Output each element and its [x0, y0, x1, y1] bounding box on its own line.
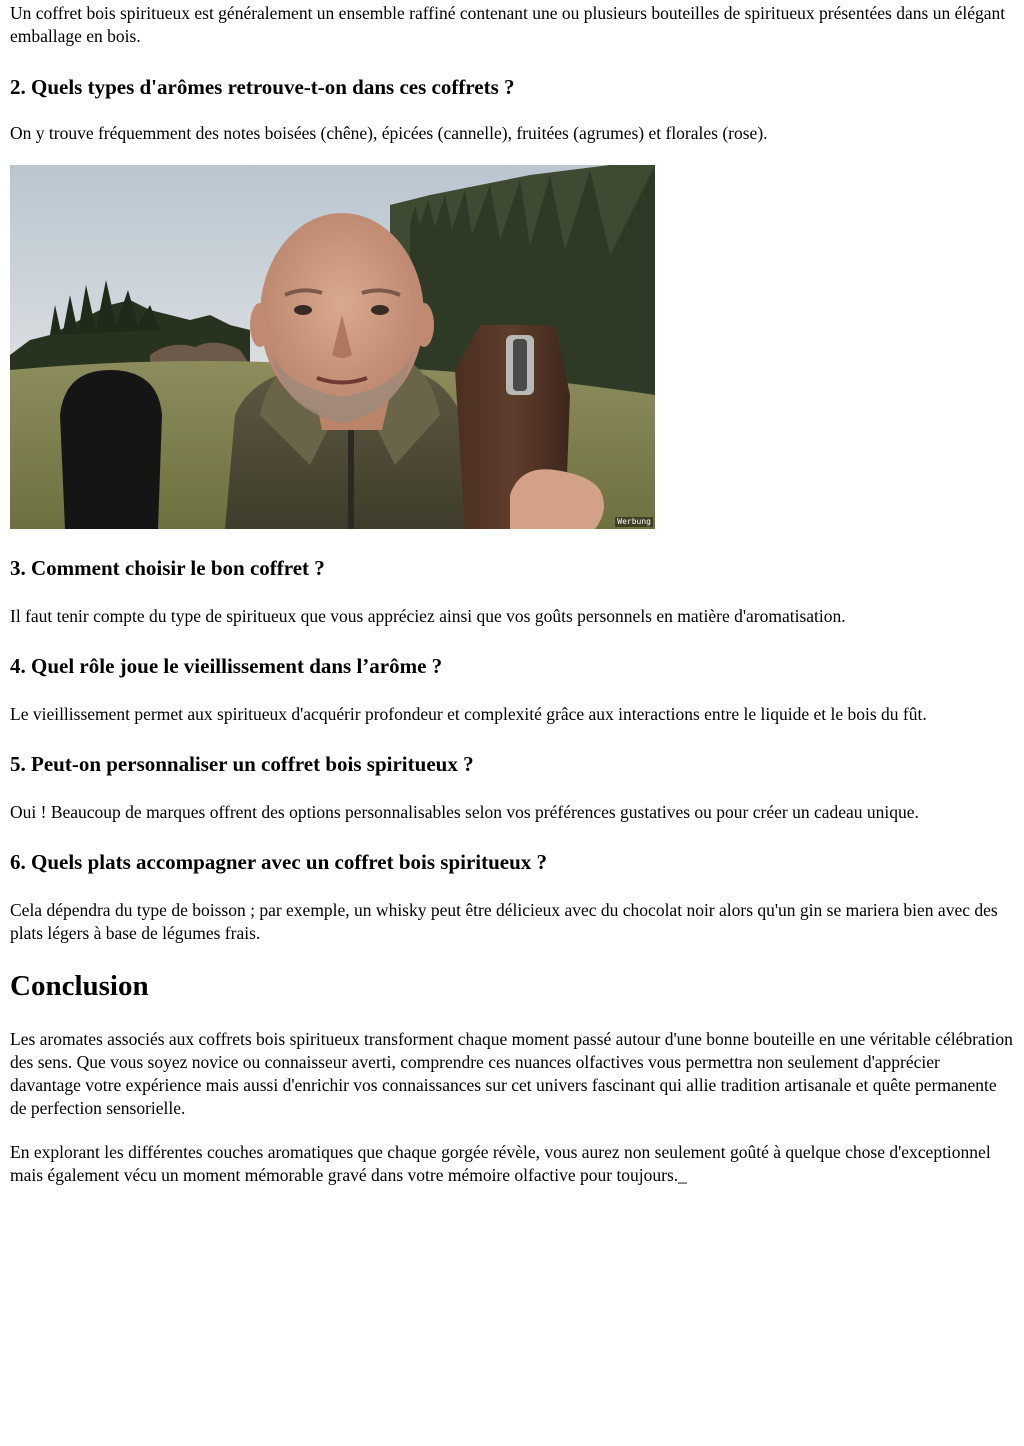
- faq-question-4: 4. Quel rôle joue le vieillissement dans l’arôme ?: [10, 654, 443, 678]
- faq-question-5: 5. Peut-on personnaliser un coffret bois spiritueux ?: [10, 752, 474, 776]
- faq-question-2: 2. Quels types d'arômes retrouve-t-on dans ces coffrets ?: [10, 75, 515, 99]
- faq-question-6: 6. Quels plats accompagner avec un coffret bois spiritueux ?: [10, 850, 548, 874]
- man-with-knife-sheath-photo: [10, 165, 655, 529]
- intro-paragraph: Un coffret bois spiritueux est généralement un ensemble raffiné contenant une ou plusieurs bouteilles de spiritueux présentées dans un élégant emballage en bois.: [10, 3, 1006, 46]
- faq-answer-5: Oui ! Beaucoup de marques offrent des options personnalisables selon vos préférences gustatives ou pour créer un cadeau unique.: [10, 802, 919, 822]
- conclusion-paragraph-1: Les aromates associés aux coffrets bois spiritueux transforment chaque moment passé autour d'une bonne bouteille en une véritable célébration des sens. Que vous soyez novice ou connaisseur averti, comprendre ces nuances olfactives vous permettra non seulement d'apprécier davantage votre expérience mais aussi d'enrichir vos connaissances sur cet univers fascinant qui allie tradition artisanale et quête permanente de perfection sensorielle.: [10, 1029, 1013, 1118]
- article-body: [10, 0, 1014, 1187]
- faq-question-3: 3. Comment choisir le bon coffret ?: [10, 556, 325, 580]
- ad-badge: Werbung: [617, 517, 651, 526]
- conclusion-heading: Conclusion: [10, 970, 149, 1002]
- faq-answer-4: Le vieillissement permet aux spiritueux d'acquérir profondeur et complexité grâce aux interactions entre le liquide et le bois du fût.: [10, 704, 927, 724]
- article-photo: [10, 165, 655, 529]
- faq-answer-3: Il faut tenir compte du type de spiritueux que vous appréciez ainsi que vos goûts personnels en matière d'aromatisation.: [10, 606, 846, 626]
- conclusion-paragraph-2: En explorant les différentes couches aromatiques que chaque gorgée révèle, vous aurez non seulement goûté à quelque chose d'exceptionnel mais également vécu un moment mémorable gravé dans votre mémoire olfactive pour toujours._: [10, 1142, 991, 1185]
- faq-answer-2: On y trouve fréquemment des notes boisées (chêne), épicées (cannelle), fruitées (agrumes) et florales (rose).: [10, 123, 768, 143]
- faq-answer-6: Cela dépendra du type de boisson ; par exemple, un whisky peut être délicieux avec du chocolat noir alors qu'un gin se mariera bien avec des plats légers à base de légumes frais.: [10, 900, 998, 943]
